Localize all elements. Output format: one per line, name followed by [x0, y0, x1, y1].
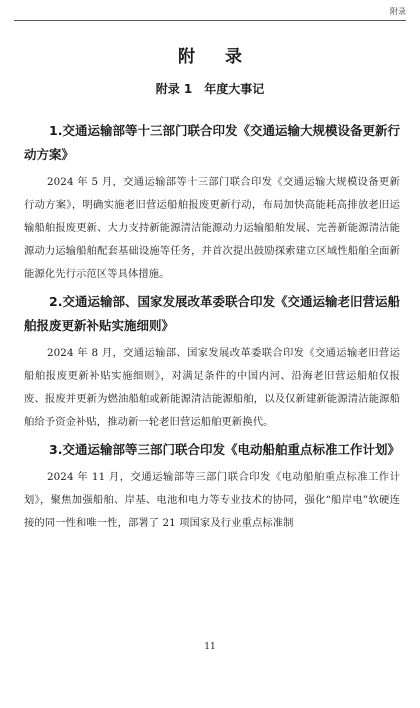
section-title: 附录 1 年度大事记	[155, 82, 265, 96]
page-title: 附 录	[178, 47, 254, 67]
header-divider	[14, 20, 406, 21]
running-head: 附录	[390, 7, 406, 16]
item-1-heading: 1.交通运输部等十三部门联合印发《交通运输大规模设备更新行动方案》	[24, 123, 400, 162]
document-body	[24, 119, 400, 535]
item-3-heading: 3.交通运输部等三部门联合印发《电动船舶重点标准工作计划》	[49, 442, 400, 457]
page-number: 11	[204, 642, 216, 652]
item-2-heading: 2.交通运输部、国家发展改革委联合印发《交通运输老旧营运船舶报废更新补贴实施细则》	[24, 294, 400, 333]
item-1-body: 2024 年 5 月，交通运输部等十三部门联合印发《交通运输大规模设备更新行动方案》，明确实施老旧营运船舶报废更新行动，布局加快高能耗高排放老旧运输船舶报废更新、大力支持新能源清洁能源动力运输船舶发展、完善新能源清洁能源动力运输船舶配套基础设施等任务，并首次提出鼓励探索建立区域性船舶全面新能源化先行示范区等具体措施。	[24, 176, 400, 280]
item-3-body: 2024 年 11 月，交通运输部等三部门联合印发《电动船舶重点标准工作计划》，聚焦加强船舶、岸基、电池和电力等专业技术的协同，强化“船岸电”软硬连接的同一性和唯一性，部署了 21 项国家及行业重点标准制	[24, 471, 400, 529]
item-2-body: 2024 年 8 月，交通运输部、国家发展改革委联合印发《交通运输老旧营运船舶报废更新补贴实施细则》，对满足条件的中国内河、沿海老旧营运船舶仅报废、报废并更新为燃油船舶或新能源清洁能源船舶，以及仅新建新能源清洁能源船舶给予资金补贴，推动新一轮老旧营运船舶更新换代。	[24, 347, 400, 428]
